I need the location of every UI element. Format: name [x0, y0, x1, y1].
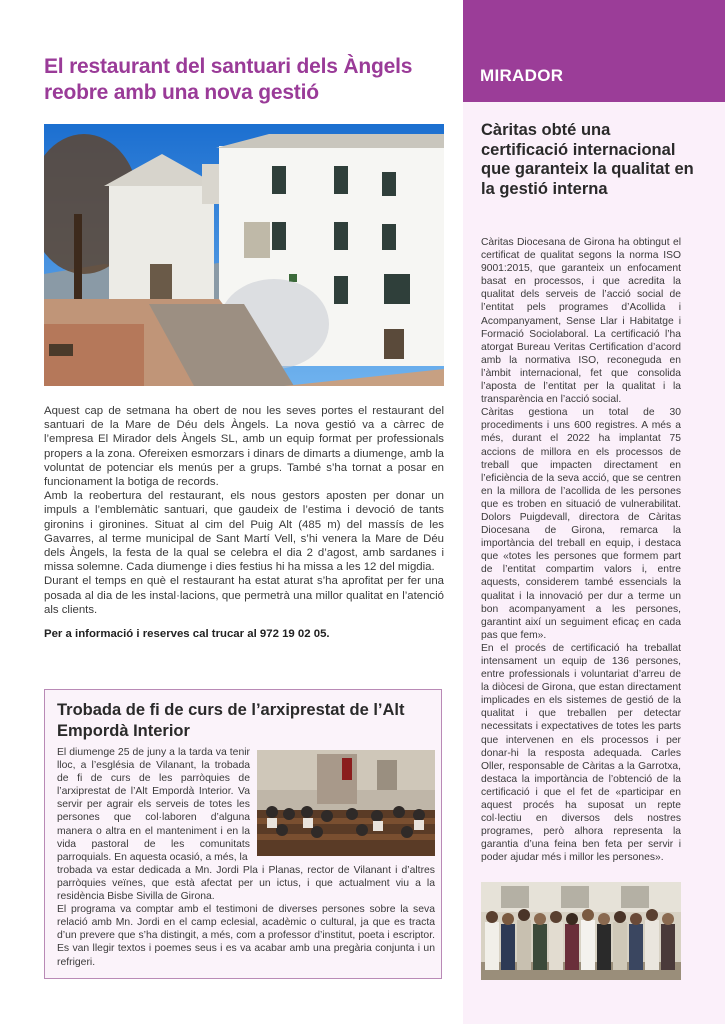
box-paragraph: trobada va estar dedicada a Mn. Jordi Pla i Planas, rector de Vilanant i d’altres parròquies veïnes, que està afectat per un ictus, i que actualment viu a la residència Bisbe Sivilla de Girona.: [57, 864, 435, 903]
sidebar-paragraph: En el procés de certificació ha treballat intensament un equip de 136 persones, entre professionals i voluntariat d’arreu de la diòcesi de Girona, que estan directament implicades en els sistemes de gestió de la qualitat i que treballen per detectar necessitats i expectatives de totes les parts que intervenen en els processos i per donar-hi la resposta adequada. Carles Oller, responsable de Càritas a la Garrotxa, destaca la importància de l’obtenció de la certificació i que el fet de «participar en aquest procés ha suposat un repte col·lectiu en diversos dels nostres programes, però alhora representa la garantia d’una feina ben feta per servir i poder ajudar més i millor les persones».: [481, 642, 681, 864]
sanctuary-photo: [44, 124, 444, 386]
box-paragraph: El diumenge 25 de juny a la tarda va tenir lloc, a l’església de Vilanant, la trobada de fi de curs de les parròquies de l’arxiprestat de l’Alt Empordà Interior. Va servir per agrair els serveis de totes les persones que col·laboren d’alguna manera o altra en el manteniment i en la vida pastoral de les comunitats parroquials. En aquesta ocasió, a més, la: [57, 747, 250, 863]
group-photo: [481, 882, 681, 980]
section-band: [463, 0, 725, 102]
box-article-title: Trobada de fi de curs de l’arxiprestat de l’Alt Empordà Interior: [57, 701, 405, 740]
main-article-title: El restaurant del santuari dels Àngels reobre amb una nova gestió: [44, 55, 413, 104]
box-article-body: [57, 746, 435, 969]
box-paragraph: El programa va comptar amb el testimoni de diverses persones sobre la seva relació amb Mn. Jordi en el camp eclesial, acadèmic o cultural, ja que es tracta d’un prevere que s’ha distingit, a més, com a professor d’institut, poeta i escriptor. Es van llegir textos i poemes seus i es va acabar amb una pregària conjunta i un refrigeri.: [57, 904, 435, 968]
main-article-body: [44, 404, 444, 641]
main-paragraph: Amb la reobertura del restaurant, els nous gestors aposten per donar un impuls a l’emblemàtic santuari, que gaudeix de l’estima i devoció de tants gironins i gironines. Situat al cim del Puig Alt (485 m) del massís de les Gavarres, al terme municipal de Sant Martí Vell, s’hi venera la Mare de Déu dels Àngels, la festa de la qual se celebra el dia 2 d’agost, amb sardanes i missa solemne. Cada diumenge i dies festius hi ha missa a les 12 del migdia.: [44, 490, 444, 574]
reservation-info: Per a informació i reserves cal trucar al 972 19 02 05.: [44, 628, 330, 641]
sidebar-paragraph: Càritas gestiona un total de 30 procediments i uns 600 registres. A més a més, durant el 2022 ha implantat 75 accions de millora en els processos de treball que impacten directament en l’eficiència de la seva acció, que se centren en la millora de l’acollida de les persones que es troben en situació de vulnerabilitat. Dolors Puigdevall, directora de Càritas Diocesana de Girona, remarca la importància del treball en equip, i destaca que «totes les persones que formem part de l’entitat compartim valors i, entre aquests, considerem també essencials la qualitat i la innovació per dur a terme un bon acompanyament a les persones, garantint així un seguiment eficaç en cada pas que fem».: [481, 407, 681, 641]
main-paragraph: Aquest cap de setmana ha obert de nou les seves portes el restaurant del santuari de la Mare de Déu dels Àngels. La nova gestió va a càrrec de l’empresa El Mirador dels Àngels SL, amb un equip format per professionals propers a la zona. Ofereixen esmorzars i dinars de dimarts a diumenge, amb la voluntat de potenciar els menús per a grups. També s’ha tornat a posar en funcionament la botiga de records.: [44, 405, 444, 489]
box-article: [44, 689, 442, 979]
main-paragraph: Durant el temps en què el restaurant ha estat aturat s’ha aprofitat per fer una posada al dia de les instal·lacions, que permetrà una millor qualitat en l’atenció als clients.: [44, 575, 444, 616]
section-label: MIRADOR: [480, 66, 564, 85]
sidebar-article-title: Càritas obté una certificació internacional que garanteix la qualitat en la gestió interna: [481, 121, 694, 198]
sidebar-article-body: [481, 236, 681, 865]
sidebar-paragraph: Càritas Diocesana de Girona ha obtingut el certificat de qualitat segons la norma ISO 9001:2015, que garanteix un enfocament basat en processos, i que acredita la qualitat dels serveis de l’acció social de l’entitat pels programes d’Acollida i Acompanyament, Sense Llar i Habitatge i Formació Sociolaboral. La certificació l’ha atorgat Bureau Veritas Certification d’acord amb la normativa ISO, reconeguda en l’àmbit internacional, fet que consolida l’aposta de l’entitat per la qualitat i la transparència en l’acció social.: [481, 237, 681, 406]
